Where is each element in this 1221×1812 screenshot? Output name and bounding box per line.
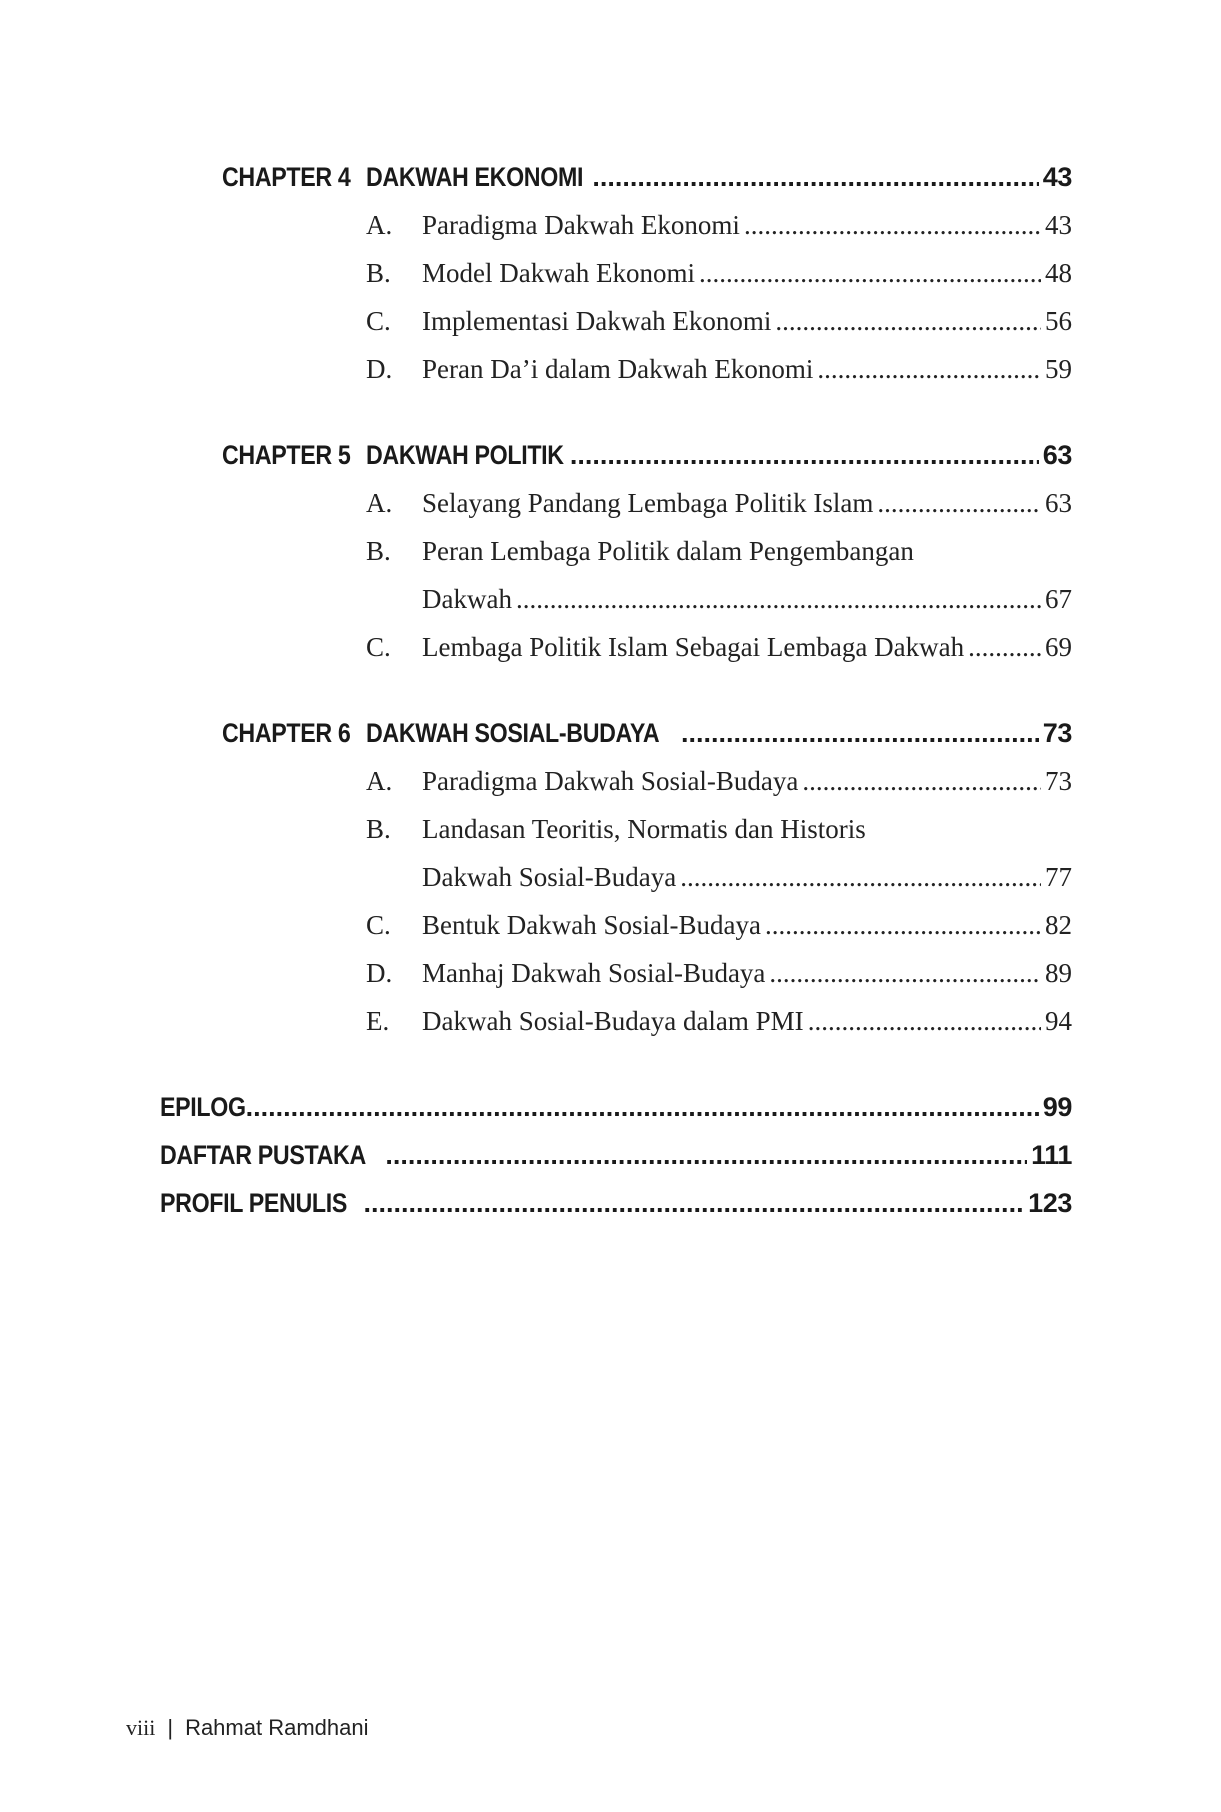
toc-epilog <box>160 1092 1072 1132</box>
toc-section <box>366 258 1072 298</box>
section-title-continuation: Dakwah Sosial-Budaya <box>422 862 677 892</box>
chapter-title: DAKWAH EKONOMI <box>366 162 584 192</box>
section-letter: A. <box>366 488 393 518</box>
section-title: Paradigma Dakwah Ekonomi <box>422 210 740 240</box>
section-title: Lembaga Politik Islam Sebagai Lembaga Dakwah <box>422 632 965 662</box>
section-page-number: 82 <box>1045 910 1072 940</box>
section-letter: D. <box>366 354 393 384</box>
section-page-number: 77 <box>1045 862 1072 892</box>
toc-section <box>366 632 1072 672</box>
author-name: Rahmat Ramdhani <box>185 1715 369 1740</box>
section-letter: E. <box>366 1006 390 1036</box>
toc-section <box>366 210 1072 250</box>
toc-section <box>366 766 1072 806</box>
toc-chapter-4 <box>222 162 1072 202</box>
section-title: Model Dakwah Ekonomi <box>422 258 695 288</box>
section-title: Selayang Pandang Lembaga Politik Islam <box>422 488 874 518</box>
section-page-number: 43 <box>1045 210 1072 240</box>
dot-leader <box>570 440 1039 471</box>
section-letter: C. <box>366 306 391 336</box>
dot-leader <box>681 718 1039 749</box>
toc-section <box>366 536 1072 576</box>
chapter-label: CHAPTER 4 <box>222 162 351 192</box>
page-footer <box>126 1715 369 1741</box>
dot-leader <box>775 306 1041 337</box>
dot-leader <box>385 1140 1027 1171</box>
section-title: Peran Da’i dalam Dakwah Ekonomi <box>422 354 814 384</box>
section-page-number: 73 <box>1045 766 1072 796</box>
dot-leader <box>968 632 1041 663</box>
dot-leader <box>699 258 1041 289</box>
section-title: Implementasi Dakwah Ekonomi <box>422 306 772 336</box>
toc-section-continuation <box>422 862 1072 902</box>
dot-leader <box>877 488 1041 519</box>
dot-leader <box>765 910 1041 941</box>
section-page-number: 59 <box>1045 354 1072 384</box>
toc-chapter-6 <box>222 718 1072 758</box>
back-matter-page-number: 111 <box>1031 1140 1072 1170</box>
back-matter-title: PROFIL PENULIS <box>160 1188 347 1218</box>
folio-page-number: viii <box>126 1715 156 1740</box>
dot-leader <box>363 1188 1024 1219</box>
section-page-number: 67 <box>1045 584 1072 614</box>
toc-section-continuation <box>422 584 1072 624</box>
section-title: Dakwah Sosial-Budaya dalam PMI <box>422 1006 804 1036</box>
toc-section <box>366 958 1072 998</box>
section-title: Manhaj Dakwah Sosial-Budaya <box>422 958 766 988</box>
section-letter: A. <box>366 210 393 240</box>
footer-separator: | <box>167 1715 174 1740</box>
section-title: Landasan Teoritis, Normatis dan Historis <box>422 814 866 844</box>
section-letter: C. <box>366 632 391 662</box>
back-matter-title: EPILOG <box>160 1092 246 1122</box>
toc-section <box>366 306 1072 346</box>
toc-chapter-5 <box>222 440 1072 480</box>
toc-section <box>366 488 1072 528</box>
toc-daftar-pustaka <box>160 1140 1072 1180</box>
chapter-label: CHAPTER 6 <box>222 718 351 748</box>
chapter-page-number: 43 <box>1042 162 1072 192</box>
section-title: Bentuk Dakwah Sosial-Budaya <box>422 910 761 940</box>
section-title-continuation: Dakwah <box>422 584 512 614</box>
chapter-page-number: 73 <box>1042 718 1072 748</box>
toc-section <box>366 814 1072 854</box>
section-page-number: 56 <box>1045 306 1072 336</box>
section-page-number: 94 <box>1045 1006 1072 1036</box>
section-page-number: 63 <box>1045 488 1072 518</box>
chapter-page-number: 63 <box>1042 440 1072 470</box>
dot-leader <box>802 766 1041 797</box>
toc-section <box>366 354 1072 394</box>
section-letter: C. <box>366 910 391 940</box>
chapter-title: DAKWAH SOSIAL-BUDAYA <box>366 718 660 748</box>
chapter-title: DAKWAH POLITIK <box>366 440 564 470</box>
back-matter-title: DAFTAR PUSTAKA <box>160 1140 366 1170</box>
toc-profil-penulis <box>160 1188 1072 1228</box>
section-letter: B. <box>366 258 391 288</box>
section-letter: B. <box>366 814 391 844</box>
dot-leader <box>592 162 1038 193</box>
dot-leader <box>744 210 1041 241</box>
chapter-label: CHAPTER 5 <box>222 440 351 470</box>
dot-leader <box>817 354 1041 385</box>
section-letter: A. <box>366 766 393 796</box>
back-matter-page-number: 99 <box>1042 1092 1072 1122</box>
toc-section <box>366 910 1072 950</box>
section-page-number: 48 <box>1045 258 1072 288</box>
toc-section <box>366 1006 1072 1046</box>
section-page-number: 69 <box>1045 632 1072 662</box>
section-page-number: 89 <box>1045 958 1072 988</box>
dot-leader <box>808 1006 1041 1037</box>
dot-leader <box>516 584 1041 615</box>
back-matter-page-number: 123 <box>1028 1188 1072 1218</box>
section-letter: D. <box>366 958 393 988</box>
dot-leader <box>769 958 1041 989</box>
dot-leader <box>680 862 1041 893</box>
dot-leader <box>246 1092 1039 1123</box>
section-title: Paradigma Dakwah Sosial-Budaya <box>422 766 799 796</box>
section-letter: B. <box>366 536 391 566</box>
section-title: Peran Lembaga Politik dalam Pengembangan <box>422 536 914 566</box>
